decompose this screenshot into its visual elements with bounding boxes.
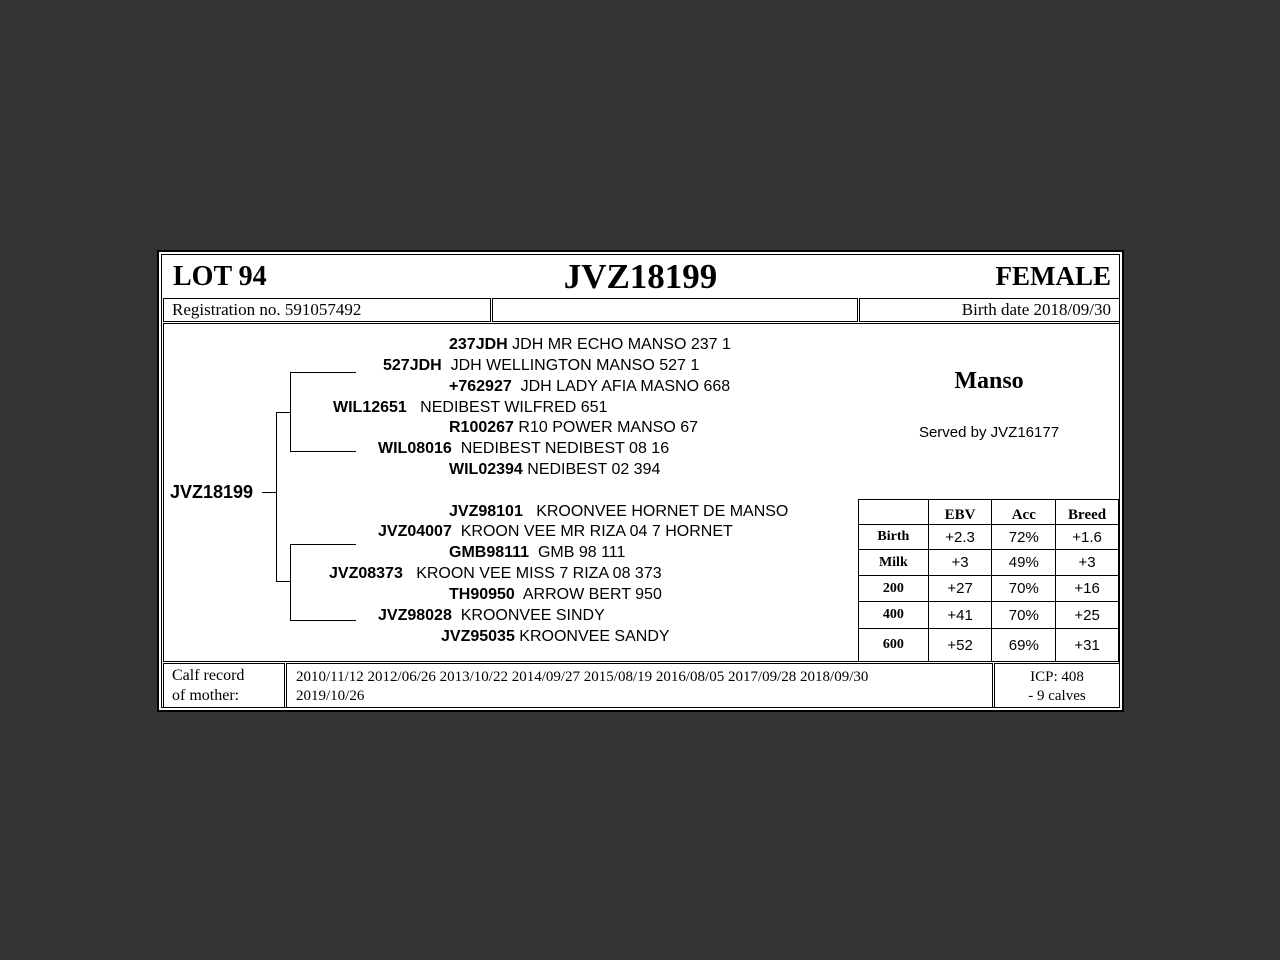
- lot-number: LOT 94: [173, 261, 267, 292]
- pedigree-dam-sire: JVZ04007 KROON VEE MR RIZA 04 7 HORNET: [378, 523, 733, 540]
- pedigree-sire: WIL12651 NEDIBEST WILFRED 651: [333, 399, 608, 416]
- ebv-column-header: EBV: [928, 500, 992, 525]
- ebv-value: +41: [928, 602, 992, 629]
- pedigree-dam-dam-dam: JVZ95035 KROONVEE SANDY: [441, 628, 670, 645]
- ebv-row-label: 600: [859, 629, 929, 662]
- pedigree-dam-dam: JVZ98028 KROONVEE SINDY: [378, 607, 605, 624]
- sire-sire-line: [290, 372, 356, 373]
- ebv-value: +52: [928, 629, 992, 662]
- icp-box: [994, 663, 1120, 708]
- ebv-value: +27: [928, 576, 992, 602]
- pedigree-sire-sire-sire: 237JDH JDH MR ECHO MANSO 237 1: [449, 336, 731, 353]
- breed-value: +16: [1056, 576, 1119, 602]
- ebv-value: +3: [928, 550, 992, 576]
- dam-bracket: [290, 544, 291, 621]
- pedigree-dam-sire-dam: GMB98111 GMB 98 111: [449, 544, 626, 561]
- ebv-corner-cell: [859, 500, 929, 525]
- dam-connector: [276, 581, 290, 582]
- ebv-row-label: 200: [859, 576, 929, 602]
- ebv-row-label: Birth: [859, 525, 929, 550]
- calf-record-label: Calf record of mother:: [172, 667, 245, 704]
- registration-number: Registration no. 591057492: [172, 300, 362, 319]
- blank-box: [492, 298, 858, 322]
- acc-value: 70%: [992, 576, 1056, 602]
- birth-date-box: [859, 298, 1120, 322]
- breed-value: +3: [1056, 550, 1119, 576]
- subject-connector: [262, 492, 276, 493]
- main-bracket: [276, 412, 277, 581]
- icp-info: ICP: 408 - 9 calves: [1028, 669, 1086, 704]
- ebv-row-400: [859, 602, 1119, 629]
- breed-column-header: Breed: [1056, 500, 1119, 525]
- breed-value: +31: [1056, 629, 1119, 662]
- ebv-table: [858, 499, 1119, 662]
- acc-value: 72%: [992, 525, 1056, 550]
- served-by: Served by JVZ16177: [918, 424, 1060, 441]
- ebv-row-milk: [859, 550, 1119, 576]
- acc-value: 69%: [992, 629, 1056, 662]
- dam-dam-line: [290, 620, 356, 621]
- pedigree-sire-sire: 527JDH JDH WELLINGTON MANSO 527 1: [383, 357, 700, 374]
- acc-column-header: Acc: [992, 500, 1056, 525]
- acc-value: 49%: [992, 550, 1056, 576]
- breed-line-title: Manso: [954, 368, 1024, 394]
- ebv-row-label: Milk: [859, 550, 929, 576]
- ebv-header-row: [859, 500, 1119, 525]
- calf-dates: 2010/11/12 2012/06/26 2013/10/22 2014/09/27 2015/08/19 2016/08/05 2017/09/28 2018/09/30 2019/10/26: [296, 669, 869, 704]
- pedigree-sire-dam-dam: WIL02394 NEDIBEST 02 394: [449, 461, 661, 478]
- calf-dates-box: [286, 663, 993, 708]
- ebv-value: +2.3: [928, 525, 992, 550]
- ebv-row-600: [859, 629, 1119, 662]
- acc-value: 70%: [992, 602, 1056, 629]
- ebv-row-birth: [859, 525, 1119, 550]
- sire-bracket: [290, 372, 291, 452]
- ebv-row-200: [859, 576, 1119, 602]
- animal-id-title: JVZ18199: [563, 257, 718, 296]
- pedigree-sire-dam-sire: R100267 R10 POWER MANSO 67: [449, 419, 699, 436]
- pedigree-sire-dam: WIL08016 NEDIBEST NEDIBEST 08 16: [378, 440, 670, 457]
- card-inner-border: [161, 254, 1120, 708]
- sire-dam-line: [290, 451, 356, 452]
- pedigree-dam-sire-sire: JVZ98101 KROONVEE HORNET DE MANSO: [449, 503, 789, 520]
- dam-sire-line: [290, 544, 356, 545]
- sex-label: FEMALE: [995, 261, 1111, 291]
- subject-id: JVZ18199: [170, 482, 254, 502]
- breed-value: +1.6: [1056, 525, 1119, 550]
- birth-date: Birth date 2018/09/30: [961, 300, 1111, 319]
- pedigree-dam-dam-sire: TH90950 ARROW BERT 950: [449, 586, 662, 603]
- breed-value: +25: [1056, 602, 1119, 629]
- pedigree-sire-sire-dam: +762927 JDH LADY AFIA MASNO 668: [449, 378, 731, 395]
- calf-record-label-box: [163, 663, 285, 708]
- pedigree-dam: JVZ08373 KROON VEE MISS 7 RIZA 08 373: [329, 565, 662, 582]
- registration-box: [163, 298, 491, 322]
- lot-card: [157, 250, 1124, 712]
- sire-connector: [276, 412, 290, 413]
- ebv-row-label: 400: [859, 602, 929, 629]
